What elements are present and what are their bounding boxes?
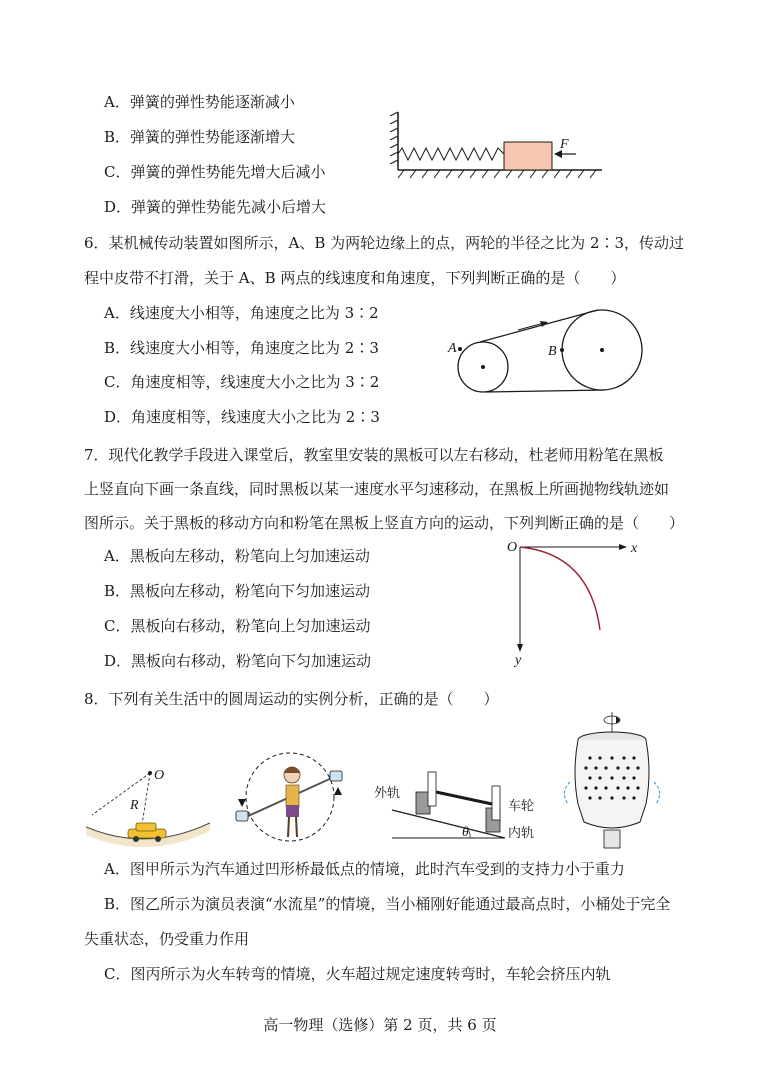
belt-drive-figure — [440, 306, 650, 396]
bridge-center-label: O — [154, 768, 165, 783]
train-curve-figure — [370, 762, 540, 847]
q7-option-a: A．黑板向左移动，粉笔向上匀加速运动 — [104, 547, 370, 565]
point-a-label: A — [448, 341, 457, 356]
inner-rail-label: 内轨 — [508, 826, 535, 841]
q7-stem-line3: 图所示。关于黑板的移动方向和粉笔在黑板上竖直方向的运动，下列判断正确的是（ ） — [84, 514, 685, 532]
spring-block-figure — [390, 112, 610, 182]
q7-stem-line2: 上竖直向下画一条直线，同时黑板以某一速度水平匀速移动，在黑板上所画抛物线轨迹如 — [84, 480, 670, 498]
page-footer: 高一物理（选修）第 2 页，共 6 页 — [263, 1016, 497, 1034]
bridge-radius-label: R — [130, 798, 139, 813]
q5-option-c: C．弹簧的弹性势能先增大后减小 — [104, 163, 326, 181]
q6-option-b: B．线速度大小相等，角速度之比为 2∶3 — [104, 339, 379, 357]
q8-option-a: A．图甲所示为汽车通过凹形桥最低点的情境，此时汽车受到的支持力小于重力 — [104, 860, 625, 878]
q7-option-b: B．黑板向左移动，粉笔向下匀加速运动 — [104, 582, 371, 600]
origin-label: O — [507, 540, 518, 555]
q6-stem-line1: 6．某机械传动装置如图所示，A、B 为两轮边缘上的点，两轮的半径之比为 2∶3，传动过 — [84, 234, 685, 252]
parabola-figure — [505, 538, 645, 668]
water-meteor-figure — [232, 745, 350, 845]
q6-option-c: C．角速度相等，线速度大小之比为 3∶2 — [104, 373, 380, 391]
q6-option-d: D．角速度相等，线速度大小之比为 2∶3 — [104, 408, 380, 426]
block — [504, 142, 552, 170]
q6-stem-line2: 程中皮带不打滑，关于 A、B 两点的线速度和角速度，下列判断正确的是（ ） — [84, 269, 626, 287]
q8-stem: 8．下列有关生活中的圆周运动的实例分析，正确的是（ ） — [84, 690, 499, 708]
q8-option-b-line1: B．图乙所示为演员表演“水流星”的情境，当小桶刚好能通过最高点时，小桶处于完全 — [104, 895, 671, 913]
belt-bottom — [485, 390, 605, 392]
q8-option-c: C．图丙所示为火车转弯的情境，火车超过规定速度转弯时，车轮会挤压内轨 — [104, 965, 611, 983]
trajectory-curve — [520, 547, 600, 630]
angle-label: θ — [462, 825, 469, 840]
spin-dryer-figure — [560, 712, 670, 852]
q7-option-d: D．黑板向右移动，粉笔向下匀加速运动 — [104, 652, 372, 670]
point-b-label: B — [548, 344, 557, 359]
y-axis-label: y — [515, 653, 522, 668]
q8-option-b-line2: 失重状态，仍受重力作用 — [84, 930, 250, 948]
x-axis-label: x — [631, 541, 638, 556]
outer-rail-label: 外轨 — [374, 786, 401, 801]
q7-stem-line1: 7．现代化教学手段进入课堂后，教室里安装的黑板可以左右移动，杜老师用粉笔在黑板 — [84, 446, 664, 464]
performer — [284, 767, 300, 837]
belt-top — [480, 310, 598, 342]
concave-bridge-figure — [82, 755, 217, 850]
q5-option-a: A．弹簧的弹性势能逐渐减小 — [104, 93, 295, 111]
q5-option-d: D．弹簧的弹性势能先减小后增大 — [104, 198, 327, 216]
q6-option-a: A．线速度大小相等，角速度之比为 3∶2 — [104, 304, 379, 322]
force-label: F — [560, 137, 569, 152]
wheel-label: 车轮 — [508, 799, 535, 814]
spring — [398, 148, 504, 160]
q7-option-c: C．黑板向右移动，粉笔向上匀加速运动 — [104, 617, 371, 635]
q5-option-b: B．弹簧的弹性势能逐渐增大 — [104, 128, 296, 146]
